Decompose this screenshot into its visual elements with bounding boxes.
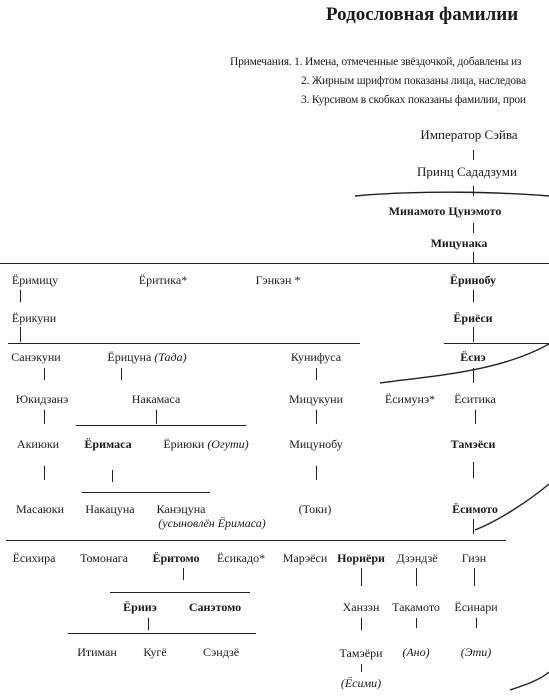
- line-gen-yorimasa: [76, 425, 246, 426]
- line-kunifusa-down: [316, 368, 317, 380]
- line-noriyori-down: [361, 568, 362, 586]
- yoriyuki-name: Ёриюки: [163, 437, 205, 451]
- person-sanekuni: Санэкуни: [11, 350, 61, 364]
- person-yoshitika: Ёситика: [454, 392, 496, 406]
- person-imperator: Император Сэйва: [420, 127, 518, 142]
- line-yoritsuna-down: [121, 368, 122, 380]
- person-yoritsuna: [107, 350, 186, 364]
- person-tsunemoto: Минамото Цунэмото: [388, 204, 502, 218]
- line-nakamasa-down: [156, 410, 157, 424]
- page-title: Родословная фамилии: [326, 4, 519, 25]
- person-hanzen: Ханзэн: [342, 600, 380, 614]
- line-tsunemoto-mitsunaka: [473, 223, 474, 233]
- line-yorimitsu-yorikuni: [20, 290, 21, 302]
- person-sendzyo: Сэндзё: [202, 645, 240, 659]
- line-yorinobu-yoriyoshi: [473, 290, 474, 302]
- person-yoritomo: Ёритомо: [152, 551, 200, 565]
- person-mareyoshi: Марэёси: [282, 551, 328, 565]
- line-yukikiyo-down: [44, 410, 45, 424]
- person-noriyori: Нориёри: [337, 551, 385, 565]
- yoritsuna-family: (Тада): [154, 350, 187, 364]
- line-gen-sanekuni: [8, 343, 360, 344]
- line-sanekuni-down: [44, 368, 45, 380]
- person-yukikiyo: Юкидзанэ: [15, 392, 69, 406]
- line-gen-yoritomo: [6, 540, 506, 541]
- person-yorimitsu: Ёримицу: [11, 273, 59, 287]
- line-tameyoshi-down: [473, 462, 474, 478]
- note-2: 2. Жирным шрифтом показаны лица, наследова: [301, 75, 526, 87]
- person-tameyoshi: Тамэёси: [450, 437, 496, 451]
- line-gen-yorimitsu: [0, 263, 549, 264]
- person-masayuki: Масаюки: [15, 502, 65, 516]
- yoritsuna-name: Ёрицуна: [107, 350, 152, 364]
- person-yoshimune: Ёсимунэ*: [384, 392, 436, 406]
- line-dzendze-down: [416, 568, 417, 586]
- line-takamoto-down: [416, 618, 417, 628]
- person-yoriie: Ёрииэ: [123, 600, 157, 614]
- person-sanetomo: Санэтомо: [188, 600, 242, 614]
- line-yoshiie-down: [473, 368, 474, 383]
- line-gien-down: [474, 568, 475, 586]
- person-mitsunaka: Мицунака: [430, 236, 488, 250]
- line-yoriie-down: [148, 618, 149, 630]
- person-dzendze: Дзэндзё: [396, 551, 438, 565]
- line-gen-yoshiie: [444, 343, 549, 344]
- line-gen-yoriie: [110, 592, 250, 593]
- person-yoriyuki: [163, 437, 248, 451]
- line-yoritomo-down: [183, 568, 184, 580]
- person-prince: Принц Сададзуми: [417, 164, 517, 179]
- person-yoshihira: Ёсихира: [12, 551, 56, 565]
- line-yoshitomo-down: [473, 519, 474, 534]
- line-yoriyoshi-down: [473, 327, 474, 342]
- line-imperator-prince: [473, 150, 474, 160]
- person-mitsunobu: Мицунобу: [289, 437, 343, 451]
- yoriyuki-family: (Огути): [207, 437, 249, 451]
- person-yorinobu: Ёринобу: [449, 273, 497, 287]
- person-nakamasa: Накамаса: [131, 392, 181, 406]
- person-kuge: Кугё: [143, 645, 167, 659]
- person-toki: (Токи): [298, 502, 332, 516]
- curve-top-right: [355, 192, 549, 196]
- person-takamoto: Такамото: [392, 600, 440, 614]
- person-tomonaga: Томонага: [80, 551, 128, 565]
- line-mitsukuni-down: [316, 410, 317, 424]
- person-yoshikado: Ёсикадо*: [216, 551, 266, 565]
- person-itiman: Итиман: [77, 645, 117, 659]
- person-mitsukuni: Мицукуни: [288, 392, 344, 406]
- person-kanetsuna: Канэцуна: [156, 502, 206, 516]
- line-gen-nakatsuna: [82, 492, 210, 493]
- note-1: Примечания. 1. Имена, отмеченные звёздочкой, добавлены из: [230, 56, 522, 68]
- curve-gien-bottom: [510, 672, 549, 690]
- person-yoshinari: Ёсинари: [454, 600, 498, 614]
- note-3: 3. Курсивом в скобках показаны фамилии, прои: [301, 94, 526, 106]
- line-yorimasa-down: [112, 470, 113, 482]
- person-yoshitomo: Ёсимото: [452, 502, 498, 516]
- line-yoshitika-down: [475, 410, 476, 424]
- person-yorikuni: Ёрикуни: [11, 311, 57, 325]
- person-gien: Гиэн: [461, 551, 487, 565]
- line-tameyori-down: [361, 664, 362, 672]
- person-yoshiie: Ёсиэ: [460, 350, 486, 364]
- line-gen-itiman: [68, 633, 256, 634]
- person-kunifusa: Кунифуса: [290, 350, 342, 364]
- line-mitsunaka-down: [473, 252, 474, 263]
- line-yoshinari-down: [476, 618, 477, 628]
- person-yorimasa: Ёримаса: [84, 437, 132, 451]
- person-ano: (Ано): [402, 645, 430, 659]
- line-hanzen-down: [361, 618, 362, 630]
- line-mitsunobu-down: [316, 466, 317, 480]
- person-kanetsuna-note: (усыновлён Ёримаса): [158, 516, 266, 530]
- line-akiyuki-down: [44, 466, 45, 480]
- person-nakatsuna: Накацуна: [85, 502, 135, 516]
- person-tameyori: Тамэёри: [339, 646, 383, 660]
- line-prince-tsunemoto: [473, 186, 474, 196]
- line-yorikuni-down: [20, 327, 21, 342]
- person-genken: Гэнкэн *: [255, 273, 301, 287]
- person-yorichika: Ёритика*: [138, 273, 188, 287]
- person-yoriyoshi: Ёриёси: [453, 311, 493, 325]
- person-akiyuki: Акиюки: [16, 437, 60, 451]
- person-eti: (Эти): [460, 645, 492, 659]
- person-yosimi: (Ёсими): [340, 676, 382, 690]
